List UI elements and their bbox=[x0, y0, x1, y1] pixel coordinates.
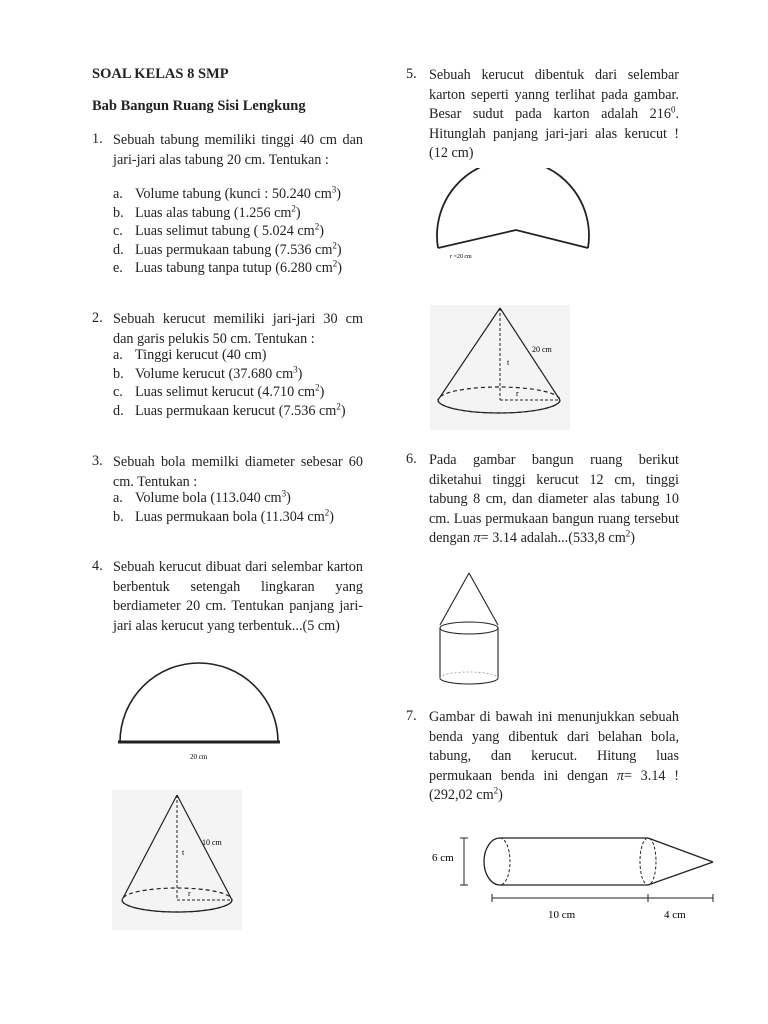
q1-option bbox=[113, 204, 373, 223]
q7-diameter-label: 6 cm bbox=[432, 852, 454, 864]
option-letter: c. bbox=[113, 384, 123, 400]
q3-number: 3. bbox=[92, 453, 103, 469]
q5-height-label: t bbox=[507, 358, 510, 367]
q2-options bbox=[113, 346, 373, 420]
q4-cone-figure bbox=[112, 790, 242, 930]
option-text: Luas permukaan bola (11.304 $cm^2$) bbox=[135, 506, 334, 525]
q2-option bbox=[113, 402, 373, 421]
q2-option bbox=[113, 346, 373, 365]
option-letter: a. bbox=[113, 347, 123, 363]
option-text: Luas permukaan kerucut (7.536 $cm^2$) bbox=[135, 400, 346, 419]
q5-slant-label: 20 cm bbox=[532, 345, 552, 354]
q4-number: 4. bbox=[92, 558, 103, 574]
q1-option bbox=[113, 185, 373, 204]
q1-text: Sebuah tabung memiliki tinggi 40 cm dan jari-jari alas tabung 20 cm. Tentukan : bbox=[113, 132, 363, 168]
option-letter: b. bbox=[113, 365, 124, 382]
q3-option bbox=[113, 508, 373, 527]
q5-sector-arc bbox=[437, 168, 589, 248]
q4-text: Sebuah kerucut dibuat dari selembar karton berbentuk setengah lingkaran yang berdiameter 20 cm. Tentukan panjang jari-jari alas kerucut yang terbentuk...(5 cm) bbox=[113, 559, 363, 634]
q4-height-label: t bbox=[182, 848, 185, 857]
option-text: Luas tabung tanpa tutup (6.280 $cm^2$) bbox=[135, 258, 343, 276]
q6-text: Pada gambar bangun ruang berikut diketahui tinggi kerucut 12 cm, tinggi tabung 8 cm, dan diameter alas tabung 10 cm. Luas permukaan bangun ruang tersebut dengan π= 3.14 adalah...(533,8 $cm^2$) bbox=[429, 452, 679, 546]
q4-diameter-label: 20 cm bbox=[190, 753, 208, 761]
q7-number: 7. bbox=[406, 708, 417, 724]
q1-option bbox=[113, 241, 373, 260]
q1-options bbox=[113, 185, 373, 278]
q1-option bbox=[113, 222, 373, 241]
q7-tube-length-label: 10 cm bbox=[548, 909, 576, 921]
option-text: Volume kerucut (37.680 $cm^3$) bbox=[135, 363, 303, 382]
option-text: Tinggi kerucut (40 cm) bbox=[135, 347, 267, 363]
option-letter: c. bbox=[113, 223, 123, 239]
q6-number: 6. bbox=[406, 451, 417, 467]
q7-text: Gambar di bawah ini menunjukkan sebuah benda yang dibentuk dari belahan bola, tabung, dan kerucut. Hitung luas permukaan benda ini dengan π= 3.14 ! (292,02 $cm^2$) bbox=[429, 709, 679, 803]
page-title: SOAL KELAS 8 SMP bbox=[92, 66, 229, 82]
option-letter: d. bbox=[113, 241, 124, 258]
q5-radius-label: r bbox=[516, 389, 519, 398]
q1-number: 1. bbox=[92, 131, 103, 147]
option-text: Luas selimut kerucut (4.710 $cm^2$) bbox=[135, 382, 325, 400]
q3-text: Sebuah bola memilki diameter sebesar 60 cm. Tentukan : bbox=[113, 454, 363, 490]
q2-text: Sebuah kerucut memiliki jari-jari 30 cm dan garis pelukis 50 cm. Tentukan : bbox=[113, 311, 363, 347]
q5-text: Sebuah kerucut dibentuk dari selembar karton seperti yanng terlihat pada gambar. Besar sudut pada karton adalah $216^0$. Hitunglah panjang jari-jari alas kerucut ! (12 cm) bbox=[429, 67, 679, 161]
q3-option bbox=[113, 489, 373, 508]
option-text: Luas selimut tabung ( 5.024 $cm^2$) bbox=[135, 221, 324, 239]
q7-composite-figure bbox=[430, 830, 720, 930]
option-letter: b. bbox=[113, 508, 124, 525]
option-text: Luas alas tabung (1.256 $cm^2$) bbox=[135, 202, 301, 221]
q2-option bbox=[113, 365, 373, 384]
q2-option bbox=[113, 383, 373, 402]
q2-number: 2. bbox=[92, 310, 103, 326]
q5-sector-label: r =20 cm bbox=[450, 254, 472, 260]
option-letter: a. bbox=[113, 186, 123, 202]
q6-cone-cylinder-figure bbox=[432, 570, 512, 688]
q4-semicircle-arc bbox=[120, 663, 278, 742]
q7-cone-length-label: 4 cm bbox=[664, 909, 686, 921]
option-text: Volume tabung (kunci : 50.240 $cm^3$) bbox=[135, 184, 341, 202]
option-letter: a. bbox=[113, 490, 123, 506]
option-letter: d. bbox=[113, 402, 124, 419]
option-letter: b. bbox=[113, 204, 124, 221]
q4-radius-label: r bbox=[188, 889, 191, 898]
option-letter: e. bbox=[113, 260, 123, 276]
q4-semicircle-figure bbox=[110, 660, 290, 770]
q5-cone-figure bbox=[430, 305, 570, 430]
q5-sector-radii bbox=[438, 230, 588, 248]
q3-options bbox=[113, 489, 373, 526]
q5-sector-figure bbox=[428, 168, 598, 278]
q1-option bbox=[113, 259, 373, 278]
q4-slant-label: 10 cm bbox=[202, 838, 222, 847]
option-text: Luas permukaan tabung (7.536 $cm^2$) bbox=[135, 239, 342, 258]
chapter-subtitle: Bab Bangun Ruang Sisi Lengkung bbox=[92, 98, 306, 114]
option-text: Volume bola (113.040 $cm^3$) bbox=[135, 488, 291, 506]
q5-number: 5. bbox=[406, 66, 417, 82]
